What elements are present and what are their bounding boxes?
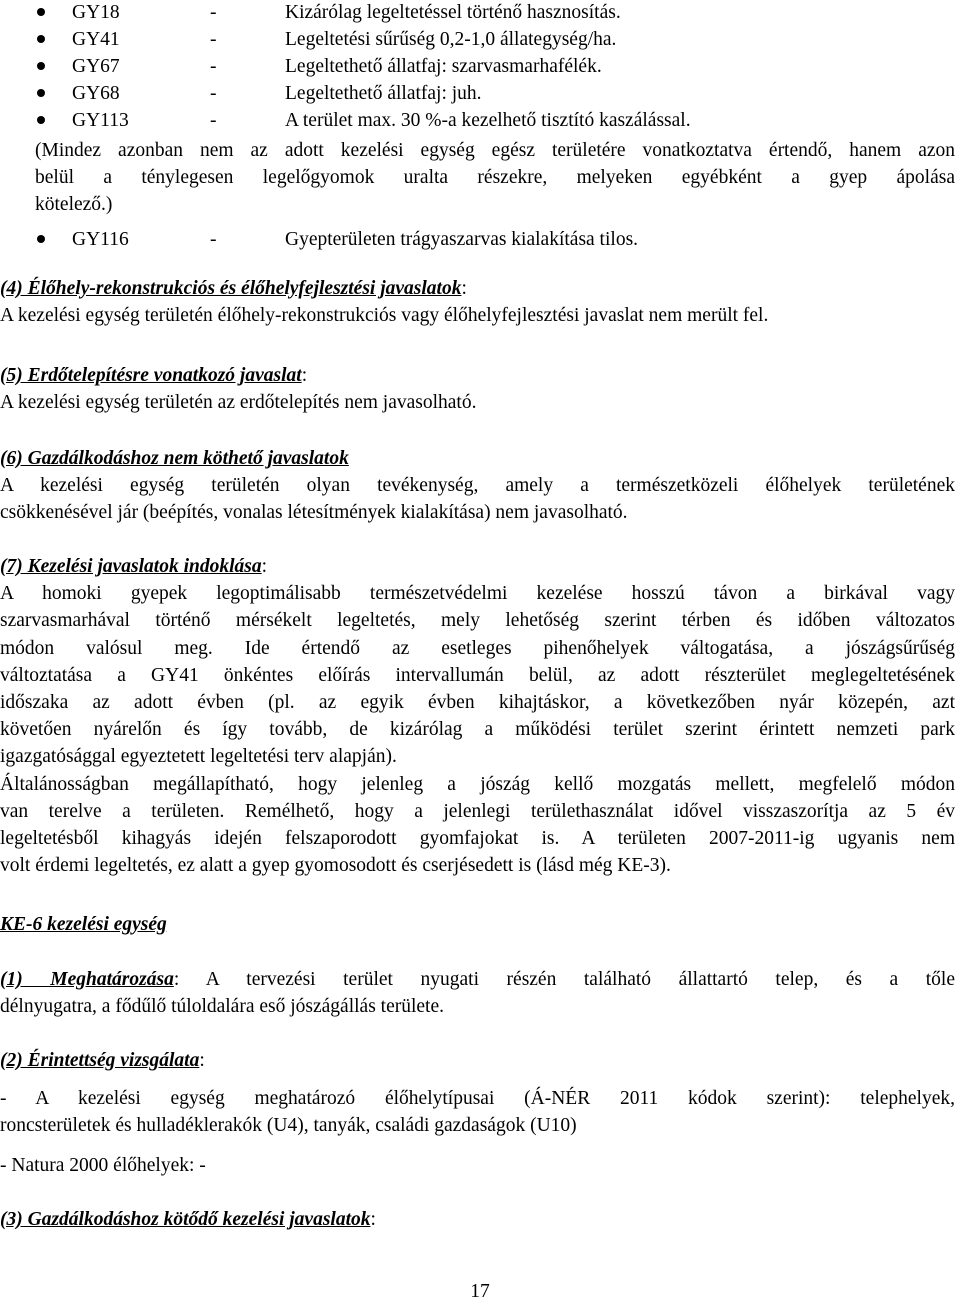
section-text: - A kezelési egység meghatározó élőhelytípusai (Á-NÉR 2011 kódok szerint): telephelyek, [0,1088,955,1109]
section-text: roncsterületek és hulladéklerakók (U4), tanyák, családi gazdaságok (U10) [0,1115,577,1137]
section-heading [0,553,955,580]
section-text: csökkenésével jár (beépítés, vonalas létesítmények kialakítása) nem javasolható. [0,502,628,524]
bullet-icon [37,89,45,97]
bullet-icon [37,35,45,43]
ke6-s3-title: (3) Gazdálkodáshoz kötődő kezelési javaslatok [0,1209,371,1230]
bullet-item [0,26,960,53]
section-heading [0,362,955,389]
section-heading [0,1206,955,1233]
bullet-icon [37,235,45,243]
heading-colon: : [261,556,268,577]
ke6-section-1 [0,966,955,1020]
section-text: Általánosságban megállapítható, hogy jelenleg a jószág kellő mozgatás mellett, megfelelő módon [0,773,955,795]
section-5-title: (5) Erdőtelepítésre vonatkozó javaslat [0,365,302,386]
note-line: belül a ténylegesen legelőgyomok uralta részekre, melyeken egyébként a gyep ápolása [35,167,955,189]
section-heading [0,445,955,472]
section-text: volt érdemi legeltetés, ez alatt a gyep gyomosodott és cserjésedett is (lásd még KE-3). [0,855,671,877]
heading-colon: : [173,969,180,990]
bullet-code: GY67 [72,56,120,77]
gy113-note [0,137,955,219]
bullet-text: Legeltethető állatfaj: szarvasmarhafélék. [285,56,602,77]
section-7 [0,553,955,879]
note-line: (Mindez azonban nem az adott kezelési egység egész területére vonatkoztatva értendő, hanem azon [35,140,955,161]
section-6 [0,445,955,527]
bullet-dash: - [210,83,217,104]
ke6-title-text: KE-6 kezelési egység [0,914,167,935]
ke6-s2-title: (2) Érintettség vizsgálata [0,1050,200,1071]
bullet-text: Legeltetési sűrűség 0,2-1,0 állategység/ha. [285,29,617,50]
section-text: módon valósul meg. Ide értendő az esetleges pihenőhelyek váltogatása, a jószágsűrűség [0,637,955,659]
heading-colon: : [370,1209,376,1230]
section-5 [0,362,955,416]
bullet-text: Legeltethető állatfaj: juh. [285,83,482,104]
bullet-code: GY18 [72,2,120,23]
bullet-item [0,0,960,26]
ke6-section-3 [0,1206,955,1233]
heading-colon: : [199,1050,205,1071]
ke6-heading [0,911,955,938]
section-text: A homoki gyepek legoptimálisabb természetvédelmi kezelése hosszú távon a birkával vagy [0,583,955,605]
ke6-s1-text: A tervezési terület nyugati részén található állattartó telep, és a tőle [205,969,956,990]
section-text: legeltetésből kihagyás idején felszaporodott gyomfajokat is. A területen 2007-2011-ig ugyanis nem [0,828,955,850]
bullet-text: Kizárólag legeltetéssel történő hasznosítás. [285,2,621,23]
section-heading [0,275,955,302]
ke6-natura [0,1152,955,1179]
section-text [0,966,955,993]
section-text: A kezelési egység területén az erdőtelepítés nem javasolható. [0,392,477,414]
ke6-s1-title: (1) Meghatározása [0,969,174,990]
section-6-title: (6) Gazdálkodáshoz nem köthető javaslatok [0,448,349,469]
section-text: követően nyárelőn és így tovább, de kizárólag a működési terület szerint érintett nemzeti park [0,719,955,741]
heading-colon: : [301,365,308,386]
section-text: délnyugatra, a fődűlő túloldalára eső jószágállás területe. [0,996,444,1018]
page-number: 17 [470,1281,490,1302]
bullet-dash: - [210,56,217,77]
bullet-code: GY113 [72,110,129,131]
bullet-icon [37,116,45,124]
section-heading [0,1047,955,1074]
bullet-code: GY68 [72,83,120,104]
bullet-text: A terület max. 30 %-a kezelhető tisztító kaszálással. [285,110,691,131]
bullet-code: GY41 [72,29,120,50]
heading-colon: : [461,278,467,299]
section-text: igazgatósággal egyeztetett legeltetési terv alapján). [0,746,397,768]
bullet-item [0,226,960,253]
section-4 [0,275,955,329]
bullet-dash: - [210,110,217,131]
bullet-text: Gyepterületen trágyaszarvas kialakítása tilos. [285,229,639,250]
bullet-dash: - [210,29,217,50]
ke6-section-2-body [0,1085,955,1139]
bullet-item [0,80,960,107]
bullet-item [0,53,960,80]
bullet-icon [37,62,45,70]
section-text: szarvasmarhával történő mérsékelt legeltetés, mely lehetőség szerint térben és időben változatos [0,610,955,632]
section-text: A kezelési egység területén élőhely-rekonstrukciós vagy élőhelyfejlesztési javaslat nem merült fel. [0,305,769,327]
section-text: időszaka az adott évben (pl. az egyik évben kihajtáskor, a következőben nyár közepén, azt [0,692,955,714]
bullet-dash: - [210,2,217,23]
bullet-dash: - [210,229,217,250]
ke6-section-2 [0,1047,955,1074]
section-text: van terelve a területen. Remélhető, hogy a jelenlegi területhasználat idővel visszaszorítja az 5 év [0,800,955,822]
section-text: - Natura 2000 élőhelyek: - [0,1155,206,1176]
note-line: kötelező.) [35,194,113,216]
ke6-title [0,911,955,938]
section-7-title: (7) Kezelési javaslatok indoklása [0,556,262,577]
bullet-code: GY116 [72,229,129,250]
section-4-title: (4) Élőhely-rekonstrukciós és élőhelyfejlesztési javaslatok [0,278,462,299]
bullet-icon [37,8,45,16]
section-text: A kezelési egység területén olyan tevékenység, amely a természetközeli élőhelyek területének [0,475,955,497]
section-text: változtatása a GY41 önkéntes előírás intervallumán belül, az adott részterület meglegeltetésének [0,664,955,686]
bullet-item [0,107,960,134]
